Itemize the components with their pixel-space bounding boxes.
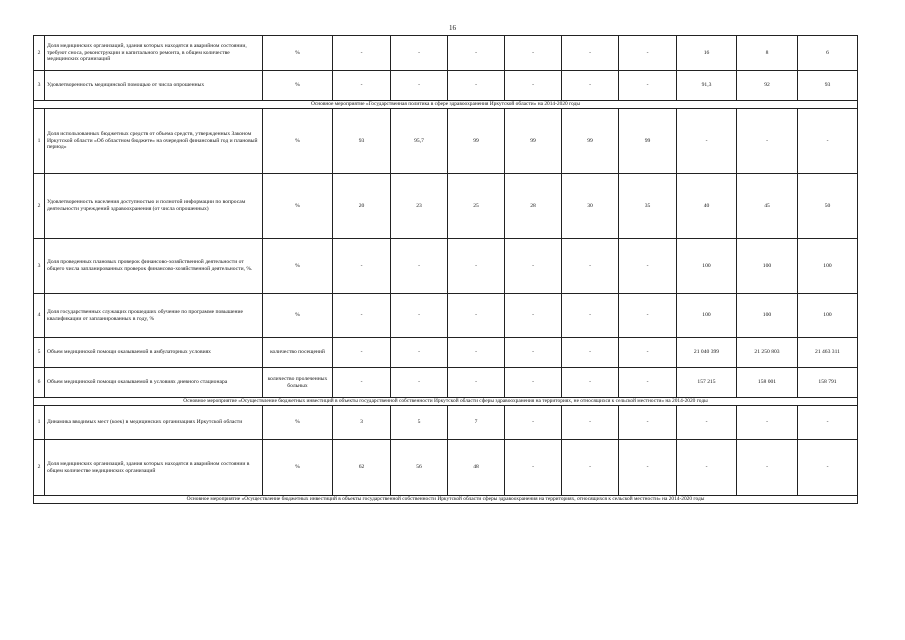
value-cell: - (333, 294, 391, 338)
unit-cell: % (263, 440, 333, 496)
indicator-name: Доля медицинских организаций, здания которых находятся в аварийном состоянии в общем количестве медицинских организаций (45, 440, 263, 496)
row-number: 1 (34, 406, 45, 440)
value-cell: - (391, 338, 448, 368)
indicator-name: Объем медицинской помощи оказываемой в условиях дневного стационара (45, 368, 263, 398)
value-cell: 30 (562, 174, 619, 239)
unit-cell: % (263, 406, 333, 440)
value-cell: - (448, 338, 505, 368)
value-cell: 158 001 (737, 368, 798, 398)
value-cell: - (505, 71, 562, 101)
value-cell: 21 250 803 (737, 338, 798, 368)
value-cell: - (562, 71, 619, 101)
unit-cell: количество пролеченных больных (263, 368, 333, 398)
value-cell: 50 (798, 174, 858, 239)
unit-cell: % (263, 71, 333, 101)
value-cell: - (448, 36, 505, 71)
value-cell: 91,3 (677, 71, 737, 101)
section-row (34, 496, 858, 504)
indicator-name: Доля государственных служащих прошедших обучение по программе повышение квалификации от запланированных в году, % (45, 294, 263, 338)
table-row (34, 36, 858, 71)
value-cell: 23 (391, 174, 448, 239)
value-cell: - (505, 294, 562, 338)
value-cell: 92 (737, 71, 798, 101)
value-cell: - (391, 71, 448, 101)
value-cell: 56 (391, 440, 448, 496)
value-cell: - (737, 440, 798, 496)
value-cell: 5 (391, 406, 448, 440)
value-cell: 95,7 (391, 109, 448, 174)
table-row (34, 239, 858, 294)
row-number: 6 (34, 368, 45, 398)
table-row (34, 338, 858, 368)
value-cell: 100 (737, 239, 798, 294)
value-cell: 8 (737, 36, 798, 71)
value-cell: - (333, 36, 391, 71)
indicator-name: Удовлетворенность населения доступностью и полнотой информации по вопросам деятельности учреждений здравоохранения (от числа опрошенных) (45, 174, 263, 239)
value-cell: 100 (677, 239, 737, 294)
row-number: 2 (34, 36, 45, 71)
value-cell: - (505, 239, 562, 294)
value-cell: - (619, 71, 677, 101)
value-cell: 99 (562, 109, 619, 174)
value-cell: - (619, 406, 677, 440)
row-number: 3 (34, 239, 45, 294)
value-cell: 21 040 399 (677, 338, 737, 368)
unit-cell: % (263, 36, 333, 71)
table-row (34, 440, 858, 496)
value-cell: - (333, 239, 391, 294)
value-cell: - (677, 406, 737, 440)
value-cell: - (505, 406, 562, 440)
row-number: 5 (34, 338, 45, 368)
value-cell: 157 215 (677, 368, 737, 398)
value-cell: 45 (737, 174, 798, 239)
value-cell: - (448, 368, 505, 398)
table-row (34, 71, 858, 101)
value-cell: 99 (448, 109, 505, 174)
value-cell: - (391, 239, 448, 294)
value-cell: - (562, 239, 619, 294)
row-number: 2 (34, 440, 45, 496)
value-cell: 28 (505, 174, 562, 239)
value-cell: - (562, 294, 619, 338)
value-cell: - (619, 36, 677, 71)
value-cell: - (619, 338, 677, 368)
unit-cell: % (263, 109, 333, 174)
value-cell: - (391, 36, 448, 71)
value-cell: 3 (333, 406, 391, 440)
value-cell: - (505, 440, 562, 496)
value-cell: 6 (798, 36, 858, 71)
table-row (34, 294, 858, 338)
value-cell: - (505, 338, 562, 368)
value-cell: - (619, 440, 677, 496)
value-cell: 93 (798, 71, 858, 101)
table-row (34, 174, 858, 239)
section-row (34, 101, 858, 109)
value-cell: - (562, 338, 619, 368)
value-cell: 40 (677, 174, 737, 239)
value-cell: - (391, 368, 448, 398)
row-number: 1 (34, 109, 45, 174)
indicator-name: Удовлетворенность медицинской помощью от числа опрошенных (45, 71, 263, 101)
unit-cell: % (263, 239, 333, 294)
value-cell: - (562, 440, 619, 496)
value-cell: 7 (448, 406, 505, 440)
value-cell: - (448, 239, 505, 294)
value-cell: 158 791 (798, 368, 858, 398)
unit-cell: количество посещений (263, 338, 333, 368)
section-title: Основное мероприятие «Осуществление бюджетных инвестиций в объекты государственной собственности Иркутской области сферы здравоохранения на территориях, не относящихся к сельской местности» на 2014-2020 годы (34, 398, 858, 406)
value-cell: - (562, 406, 619, 440)
value-cell: - (619, 294, 677, 338)
value-cell: - (448, 294, 505, 338)
indicator-name: Динамика вводимых мест (коек) в медицинских организациях Иркутской области (45, 406, 263, 440)
unit-cell: % (263, 174, 333, 239)
section-title: Основное мероприятие «Государственная политика в сфере здравоохранения Иркутской области» на 2014-2020 годы (34, 101, 858, 109)
value-cell: 35 (619, 174, 677, 239)
value-cell: - (677, 440, 737, 496)
value-cell: - (619, 239, 677, 294)
value-cell: - (737, 406, 798, 440)
indicator-name: Объем медицинской помощи оказываемой в амбулаторных условиях (45, 338, 263, 368)
indicator-name: Доля использованных бюджетных средств от объема средств, утвержденных Законом Иркутской области «Об областном бюджете» на очередной финансовый год и плановый период» (45, 109, 263, 174)
value-cell: 48 (448, 440, 505, 496)
value-cell: 62 (333, 440, 391, 496)
value-cell: - (391, 294, 448, 338)
value-cell: - (333, 71, 391, 101)
section-row (34, 398, 858, 406)
unit-cell: % (263, 294, 333, 338)
value-cell: - (798, 440, 858, 496)
value-cell: 21 463 311 (798, 338, 858, 368)
indicators-table (33, 35, 858, 504)
value-cell: 100 (798, 294, 858, 338)
indicator-name: Доля проведенных плановых проверок финансово-хозяйственной деятельности от общего числа запланированных проверок финансово-хозяйственной деятельности, %. (45, 239, 263, 294)
value-cell: - (505, 368, 562, 398)
row-number: 4 (34, 294, 45, 338)
value-cell: 100 (677, 294, 737, 338)
row-number: 2 (34, 174, 45, 239)
value-cell: 100 (798, 239, 858, 294)
page-number: 16 (449, 24, 456, 32)
value-cell: 99 (505, 109, 562, 174)
value-cell: - (619, 368, 677, 398)
value-cell: 93 (333, 109, 391, 174)
value-cell: - (798, 406, 858, 440)
value-cell: - (333, 338, 391, 368)
value-cell: - (505, 36, 562, 71)
value-cell: - (333, 368, 391, 398)
value-cell: 25 (448, 174, 505, 239)
value-cell: - (677, 109, 737, 174)
indicator-name: Доля медицинских организаций, здания которых находятся в аварийном состоянии, требуют сноса, реконструкции и капитального ремонта, в общем количестве медицинских организаций (45, 36, 263, 71)
table-row (34, 109, 858, 174)
value-cell: - (798, 109, 858, 174)
value-cell: - (448, 71, 505, 101)
value-cell: - (562, 368, 619, 398)
value-cell: 20 (333, 174, 391, 239)
row-number: 3 (34, 71, 45, 101)
value-cell: - (562, 36, 619, 71)
value-cell: 16 (677, 36, 737, 71)
table-body (34, 36, 858, 504)
value-cell: 99 (619, 109, 677, 174)
value-cell: 100 (737, 294, 798, 338)
section-title: Основное мероприятие «Осуществление бюджетных инвестиций в объекты государственной собственности Иркутской области сферы здравоохранения на территориях, относящихся к сельской местности» на 2014-2020 годы (34, 496, 858, 504)
value-cell: - (737, 109, 798, 174)
table-row (34, 368, 858, 398)
table-row (34, 406, 858, 440)
